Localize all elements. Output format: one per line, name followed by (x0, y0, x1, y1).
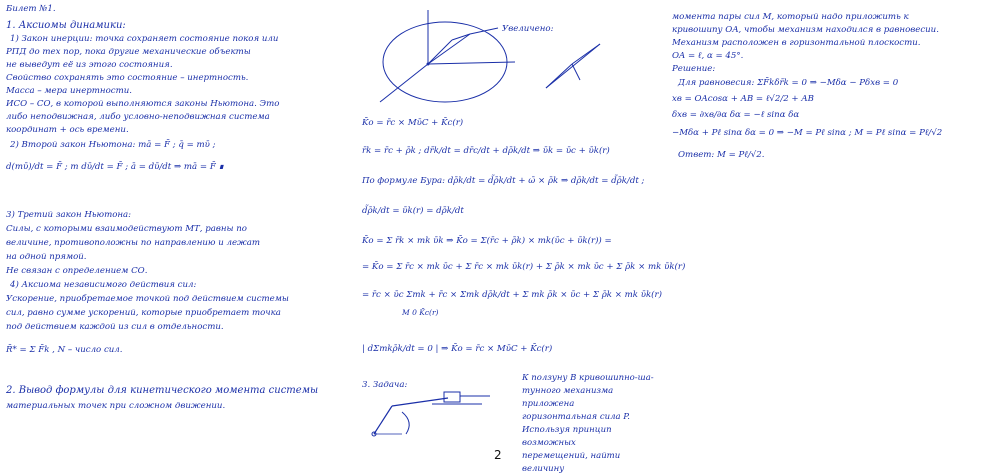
formula-line: R̄* = Σ F̄k , N – число сил. (6, 345, 123, 355)
formula-line: r̄k = r̄c + ρ̄k ; dr̄k/dt = dr̄c/dt + dρ̄k/dt ⇒ ῡk = ῡc + ῡk(r) (362, 146, 610, 156)
formula-line: По формуле Бура: dρ̄k/dt = d̃ρ̄k/dt + ω̄ × ρ̄k ⇒ dρ̄k/dt = d̃ρ̄k/dt ; (362, 176, 645, 186)
text-line: Силы, с которыми взаимодействуют МТ, равны по (6, 224, 247, 234)
formula-line: d̃ρ̄k/dt = ῡk(r) = dρ̄k/dt (362, 206, 464, 216)
text-line: величине, противоположны по направлению и лежат (6, 238, 261, 248)
solution-label: Решение: (672, 64, 716, 74)
text-line: Ускорение, приобретаемое точкой под действием системы (6, 294, 289, 304)
text-line: под действием каждой из сил в отдельности. (6, 322, 224, 332)
text-line: кривошипу OA, чтобы механизм находился в равновесии. (672, 25, 939, 35)
task-text (522, 372, 662, 476)
text-line: момента пары сил M, который надо приложить к (672, 12, 909, 22)
text-line: 4) Аксиома независимого действия сил: (10, 280, 197, 290)
text-line: координат + ось времени. (6, 125, 129, 135)
text-line: 1) Закон инерции: точка сохраняет состояние покоя или (10, 34, 279, 44)
task-title: 3. Задача: (362, 380, 408, 390)
rigid-body-diagram (370, 4, 540, 114)
task-line: Используя принцип возможных (522, 425, 612, 448)
formula-line: K̄o = r̄c × MῡC + K̄c(r) (362, 118, 464, 128)
task-line: перемещений, найти величину (522, 451, 621, 474)
text-line: на одной прямой. (6, 252, 87, 262)
text-line: Масса – мера инертности. (6, 86, 132, 96)
section-heading: 1. Аксиомы динамики: (6, 20, 126, 31)
formula-line: = K̄o = Σ r̄c × mk ῡc + Σ r̄c × mk ῡk(r) + Σ ρ̄k × mk ῡc + Σ ρ̄k × mk ῡk(r) (362, 262, 686, 272)
formula-line: K̄o = Σ r̄k × mk ῡk ⇒ K̄o = Σ(r̄c + ρ̄k) × mk(ῡc + ῡk(r)) = (362, 236, 612, 246)
mechanism-diagram (362, 384, 502, 444)
formula-line: Для равновесия: ΣF̄kδr̄k = 0 ⇒ −Mδα − Pδxв = 0 (678, 78, 899, 88)
formula-line: δxв = ∂xв/∂α δα = −ℓ sinα δα (672, 110, 800, 120)
formula-line: 2) Второй закон Ньютона: mā = F̄ ; q̄ = mῡ ; (10, 140, 216, 150)
formula-line: d(mῡ)/dt = F̄ ; m dῡ/dt = F̄ ; ā = dῡ/dt ⇒ mā = F̄ ∎ (6, 162, 224, 172)
text-line: 3) Третий закон Ньютона: (6, 210, 132, 220)
text-line: материальных точек при сложном движении. (6, 401, 226, 411)
formula-underbrace-labels: M 0 K̄c(r) (402, 308, 439, 317)
formula-line: = r̄c × ῡc Σmk + r̄c × Σmk dρ̄k/dt + Σ mk ρ̄k × ῡc + Σ ρ̄k × mk ῡk(r) (362, 290, 662, 300)
page-number: 2 (494, 448, 502, 462)
text-line: OA = ℓ, α = 45°. (672, 51, 744, 61)
task-line: К ползуну B кривошипно-ша- (522, 373, 654, 383)
task-line: тунного механизма приложена (522, 386, 614, 409)
text-line: либо неподвижная, либо условно-неподвижная система (6, 112, 270, 122)
section-heading: 2. Вывод формулы для кинетического момента системы (6, 385, 319, 396)
text-line: ИСО – СО, в которой выполняются законы Ньютона. Это (6, 99, 280, 109)
text-line: Механизм расположен в горизонтальной плоскости. (672, 38, 921, 48)
formula-line: −Mδα + Pℓ sinα δα = 0 ⇒ −M = Pℓ sinα ; M = Pℓ sinα = Pℓ/√2 (672, 128, 943, 138)
answer-line: Ответ: M = Pℓ/√2. (678, 150, 765, 160)
formula-line: xв = OAcosα + AB = ℓ√2/2 + AB (672, 94, 814, 104)
ticket-title: Билет №1. (6, 4, 56, 14)
text-line: Свойство сохранять это состояние – инертность. (6, 73, 249, 83)
text-line: сил, равно сумме ускорений, которые приобретает точка (6, 308, 281, 318)
task-line: горизонтальная сила P. (522, 412, 630, 422)
text-line: не выведут её из этого состояния. (6, 60, 173, 70)
text-line: Не связан с определением СО. (6, 266, 148, 276)
enlarged-diagram (540, 36, 610, 96)
formula-line: | dΣmkρ̄k/dt = 0 | ⇒ K̄o = r̄c × MῡC + K̄c(r) (362, 344, 553, 354)
enlarged-label: Увеличено: (502, 24, 554, 34)
text-line: РПД до тех пор, пока другие механические объекты (6, 47, 251, 57)
